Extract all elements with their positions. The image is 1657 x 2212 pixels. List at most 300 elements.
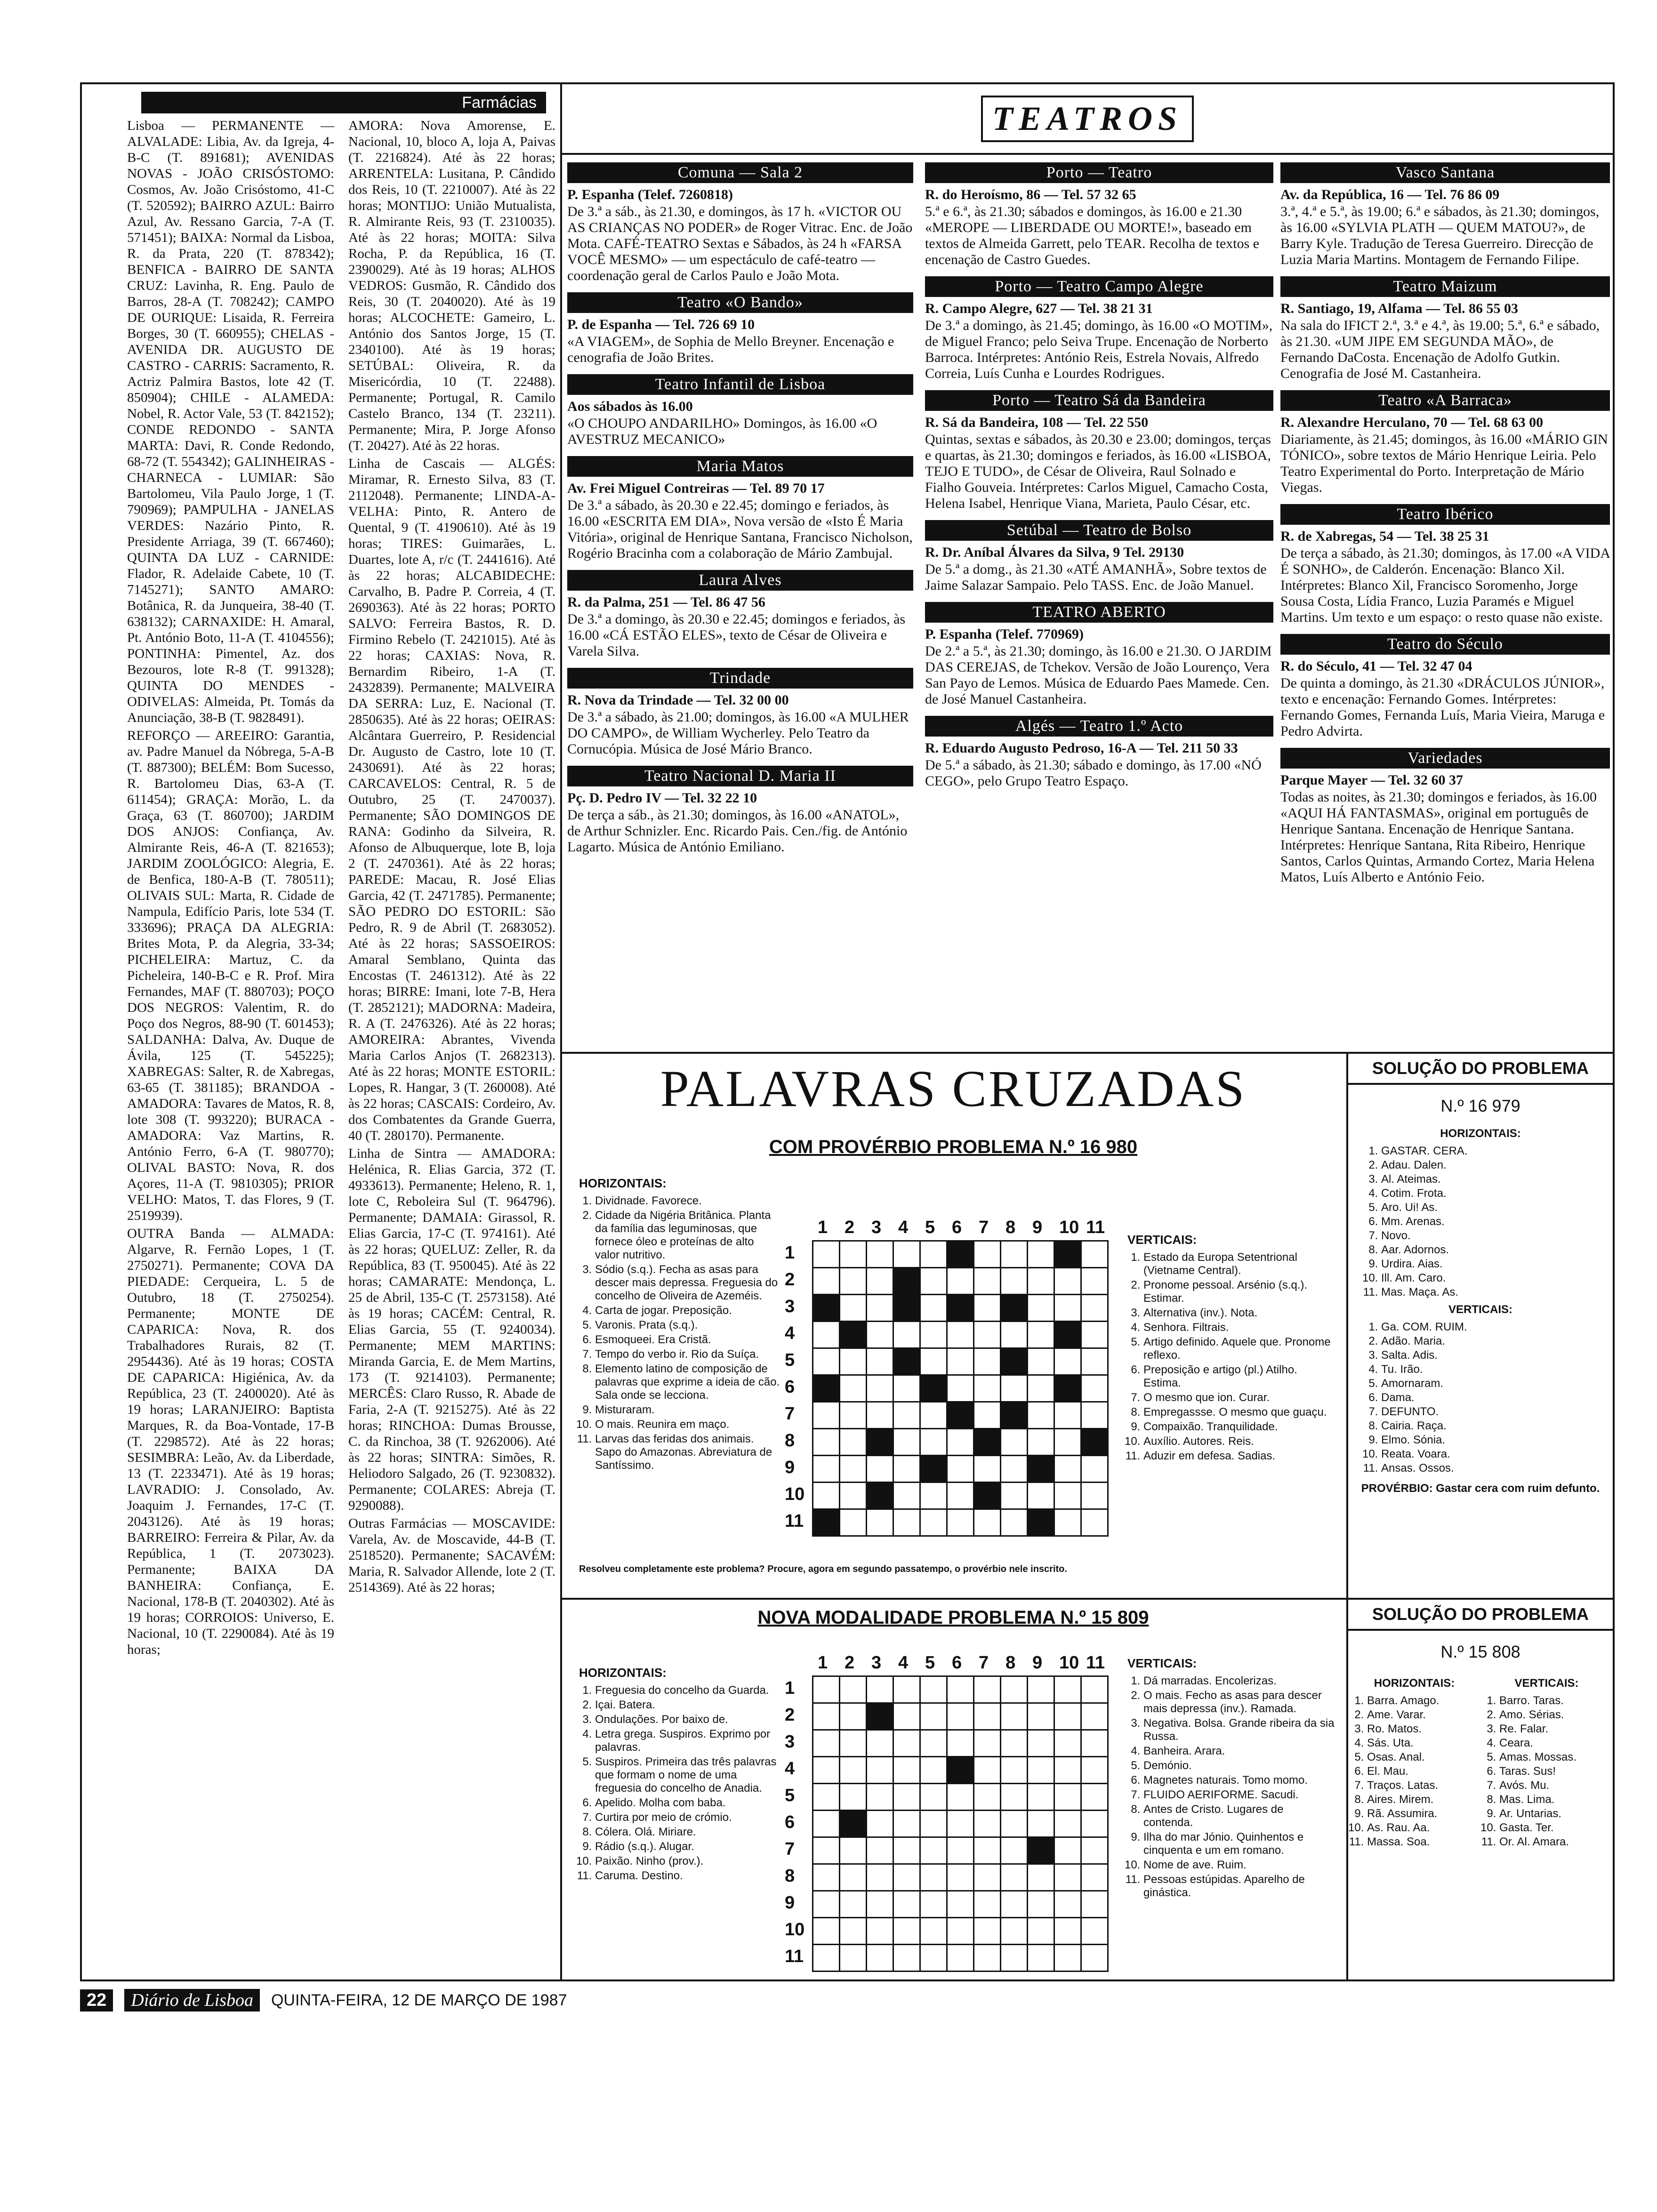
solution-vertical-answer: 3. Salta. Adis. <box>1381 1348 1613 1362</box>
grid-cell[interactable] <box>813 1676 840 1703</box>
grid-cell[interactable] <box>920 1703 947 1730</box>
grid-cell[interactable] <box>920 1402 947 1429</box>
grid-cell[interactable] <box>947 1676 974 1703</box>
grid-cell[interactable] <box>1054 1945 1081 1972</box>
grid-cell[interactable] <box>893 1784 920 1811</box>
grid-cell[interactable] <box>1028 1322 1054 1348</box>
grid-cell[interactable] <box>1054 1811 1081 1837</box>
theatre-listing <box>1280 390 1610 496</box>
theatre-column-3 <box>1280 162 1610 1047</box>
grid-cell[interactable] <box>867 1891 893 1918</box>
solution-horizontal-answer: 1. Barra. Amago. <box>1367 1694 1480 1708</box>
grid-cell[interactable] <box>974 1757 1001 1784</box>
grid-cell[interactable] <box>840 1945 867 1972</box>
grid-cell[interactable] <box>893 1295 920 1322</box>
grid-cell[interactable] <box>1001 1483 1028 1509</box>
grid-cell[interactable] <box>947 1402 974 1429</box>
theatre-name: TEATRO ABERTO <box>925 602 1273 623</box>
grid-cell[interactable] <box>867 1918 893 1945</box>
crossword-2-horizontal-clues <box>579 1666 777 1884</box>
solution-vertical-answer: 2. Amo. Sérias. <box>1499 1708 1613 1722</box>
grid-cell[interactable] <box>1001 1757 1028 1784</box>
grid-cell[interactable] <box>1054 1891 1081 1918</box>
grid-cell[interactable] <box>1054 1676 1081 1703</box>
grid-cell[interactable] <box>813 1811 840 1837</box>
grid-cell[interactable] <box>1054 1268 1081 1295</box>
grid-cell[interactable] <box>1054 1402 1081 1429</box>
vertical-label: VERTICAIS: <box>1127 1656 1197 1670</box>
grid-cell[interactable] <box>893 1864 920 1891</box>
grid-cell[interactable] <box>813 1784 840 1811</box>
theatre-name: Trindade <box>567 668 913 689</box>
grid-cell[interactable] <box>1028 1864 1054 1891</box>
theatre-listing <box>925 716 1273 789</box>
theatre-listing <box>567 570 913 659</box>
solution-vertical-answer: 11. Ansas. Ossos. <box>1381 1461 1613 1475</box>
grid-cell[interactable] <box>1081 1241 1108 1268</box>
horizontal-clue: 2. Cidade da Nigéria Britânica. Planta da família das leguminosas, que fornece óleo e proteínas de alto valor nutritivo. <box>595 1209 781 1262</box>
grid-cell[interactable] <box>867 1322 893 1348</box>
grid-cell[interactable] <box>1054 1757 1081 1784</box>
grid-cell[interactable] <box>867 1811 893 1837</box>
grid-cell[interactable] <box>1028 1676 1054 1703</box>
grid-cell[interactable] <box>813 1837 840 1864</box>
grid-cell[interactable] <box>867 1945 893 1972</box>
crossword-2-vertical-clues <box>1127 1657 1335 1901</box>
grid-column-number: 6 <box>952 1653 962 1673</box>
grid-cell[interactable] <box>920 1784 947 1811</box>
grid-cell[interactable] <box>947 1429 974 1456</box>
grid-cell[interactable] <box>840 1348 867 1375</box>
grid-cell[interactable] <box>840 1322 867 1348</box>
grid-cell[interactable] <box>1001 1703 1028 1730</box>
grid-cell[interactable] <box>893 1811 920 1837</box>
grid-cell[interactable] <box>920 1945 947 1972</box>
grid-cell[interactable] <box>947 1268 974 1295</box>
grid-cell[interactable] <box>840 1891 867 1918</box>
grid-cell[interactable] <box>947 1241 974 1268</box>
grid-cell[interactable] <box>1028 1811 1054 1837</box>
grid-cell[interactable] <box>867 1295 893 1322</box>
horizontal-clue: 8. Elemento latino de composição de palavras que exprime a ideia de cão. Sala onde se lecciona. <box>595 1362 781 1402</box>
grid-cell[interactable] <box>1081 1295 1108 1322</box>
grid-cell[interactable] <box>840 1509 867 1536</box>
grid-cell[interactable] <box>813 1730 840 1757</box>
grid-cell[interactable] <box>840 1757 867 1784</box>
grid-cell[interactable] <box>920 1811 947 1837</box>
grid-cell[interactable] <box>1028 1945 1054 1972</box>
crossword-1-footnote: Resolveu completamente este problema? Procure, agora em segundo passatempo, o provérbio nele inscrito. <box>579 1564 1067 1574</box>
grid-cell[interactable] <box>947 1509 974 1536</box>
solution-vertical-answer: 7. Avós. Mu. <box>1499 1779 1613 1793</box>
grid-cell[interactable] <box>1054 1730 1081 1757</box>
grid-cell[interactable] <box>813 1891 840 1918</box>
grid-cell[interactable] <box>813 1703 840 1730</box>
solution-vertical-answer: 5. Amornaram. <box>1381 1377 1613 1391</box>
grid-cell[interactable] <box>974 1676 1001 1703</box>
grid-cell[interactable] <box>1054 1837 1081 1864</box>
grid-cell[interactable] <box>1054 1322 1081 1348</box>
grid-cell[interactable] <box>1054 1241 1081 1268</box>
grid-cell[interactable] <box>840 1375 867 1402</box>
grid-cell[interactable] <box>1001 1837 1028 1864</box>
theatre-name: Setúbal — Teatro de Bolso <box>925 520 1273 541</box>
grid-column-number: 2 <box>845 1653 855 1673</box>
grid-cell[interactable] <box>947 1322 974 1348</box>
grid-cell[interactable] <box>813 1295 840 1322</box>
grid-cell[interactable] <box>1081 1456 1108 1483</box>
grid-cell[interactable] <box>974 1891 1001 1918</box>
grid-cell[interactable] <box>840 1811 867 1837</box>
grid-cell[interactable] <box>1001 1402 1028 1429</box>
grid-cell[interactable] <box>1054 1483 1081 1509</box>
grid-cell[interactable] <box>867 1757 893 1784</box>
theatre-schedule: 3.ª, 4.ª e 5.ª, às 19.00; 6.ª e sábados, às 21.30; domingos, às 16.00 «SYLVIA PLATH — QUEM MATOU?», de Barry Kyle. Tradução de Teresa Guerreiro. Direcção de Luzia Maria Martins. Montagem de Fernando Filipe. <box>1280 204 1600 267</box>
grid-cell[interactable] <box>1054 1864 1081 1891</box>
pharmacy-entry: Linha de Cascais — ALGÉS: Miramar, R. Ernesto Silva, 83 (T. 2112048). Permanente; LINDA-A-VELHA: Pinto, R. Antero de Quental, 9 (T. 4190610). Até às 19 horas; TIRES: Guimarães, L. Duartes, lote A, r/c (T. 2441616). Até às 22 horas; ALCABIDECHE: Carvalho, B. Padre P. Correia, 4 (T. 2690363). Até às 22 horas; PORTO SALVO: Ferreira Bastos, R. D. Firmino Rebelo (T. 2421015). Até às 22 horas; CAXIAS: Nova, R. Bernardim Ribeiro, 1-A (T. 2432839). Permanente; MALVEIRA DA SERRA: Luz, E. Nacional (T. 2850635). Até às 22 horas; OEIRAS: Alcântara Guerreiro, P. Residencial Dr. Augusto de Castro, lote 10 (T. 2430691). Até às 22 horas; CARCAVELOS: Central, R. 5 de Outubro, 25 (T. 2470037). Permanente; SÃO DOMINGOS DE RANA: Godinho da Silveira, R. Afonso de Albuquerque, lote B, loja 2 (T. 2470361). Até às 22 horas; PAREDE: Macau, R. José Elias Garcia, 42 (T. 2471785). Permanente; SÃO PEDRO DO ESTORIL: São Pedro, R. 9 de Abril (T. 2683052). Até às 22 horas; SASSOEIROS: Amaral Semblano, Quinta das Encostas (T. 2461312). Até às 22 horas; BIRRE: Imani, lote 7-B, Hera (T. 2852121); MADORNA: Madeira, R. A (T. 2476326). Até às 22 horas; AMOREIRA: Abrantes, Vivenda Maria Carlos Anjos (T. 2682313). Até às 22 horas; MONTE ESTORIL: Lopes, R. Hangar, 3 (T. 260008). Até às 22 horas; CASCAIS: Cordeiro, Av. dos Combatentes da Grande Guerra, 40 (T. 280170). Permanente. <box>348 456 555 1143</box>
grid-cell[interactable] <box>1054 1375 1081 1402</box>
grid-cell[interactable] <box>893 1757 920 1784</box>
grid-cell[interactable] <box>974 1456 1001 1483</box>
grid-cell[interactable] <box>1001 1268 1028 1295</box>
grid-cell[interactable] <box>1001 1241 1028 1268</box>
grid-cell[interactable] <box>867 1402 893 1429</box>
grid-cell[interactable] <box>813 1402 840 1429</box>
grid-cell[interactable] <box>1081 1891 1108 1918</box>
grid-cell[interactable] <box>1001 1348 1028 1375</box>
grid-cell[interactable] <box>920 1730 947 1757</box>
grid-cell[interactable] <box>1001 1676 1028 1703</box>
grid-cell[interactable] <box>947 1945 974 1972</box>
grid-cell[interactable] <box>1054 1918 1081 1945</box>
grid-cell[interactable] <box>1028 1402 1054 1429</box>
grid-cell[interactable] <box>893 1322 920 1348</box>
grid-cell[interactable] <box>1001 1811 1028 1837</box>
grid-cell[interactable] <box>840 1241 867 1268</box>
grid-cell[interactable] <box>1028 1295 1054 1322</box>
grid-cell[interactable] <box>947 1483 974 1509</box>
grid-cell[interactable] <box>1001 1295 1028 1322</box>
grid-cell[interactable] <box>1054 1348 1081 1375</box>
theatre-name: Porto — Teatro Campo Alegre <box>925 276 1273 297</box>
grid-cell[interactable] <box>947 1703 974 1730</box>
solution-vertical-answer: 10. Reata. Voara. <box>1381 1447 1613 1461</box>
grid-cell[interactable] <box>920 1375 947 1402</box>
grid-cell[interactable] <box>1054 1784 1081 1811</box>
grid-cell[interactable] <box>947 1348 974 1375</box>
grid-cell[interactable] <box>893 1402 920 1429</box>
grid-cell[interactable] <box>893 1348 920 1375</box>
grid-cell[interactable] <box>1081 1945 1108 1972</box>
grid-cell[interactable] <box>840 1676 867 1703</box>
grid-cell[interactable] <box>1081 1509 1108 1536</box>
grid-cell[interactable] <box>1081 1429 1108 1456</box>
grid-cell[interactable] <box>1001 1945 1028 1972</box>
grid-cell[interactable] <box>1054 1429 1081 1456</box>
grid-cell[interactable] <box>920 1456 947 1483</box>
grid-cell[interactable] <box>1001 1784 1028 1811</box>
vertical-clue: 7. FLUIDO AERIFORME. Sacudi. <box>1143 1788 1335 1802</box>
grid-cell[interactable] <box>1028 1483 1054 1509</box>
grid-cell[interactable] <box>840 1402 867 1429</box>
grid-cell[interactable] <box>947 1295 974 1322</box>
theatre-schedule: «A VIAGEM», de Sophia de Mello Breyner. Encenação e cenografia de João Brites. <box>567 334 894 365</box>
grid-cell[interactable] <box>867 1837 893 1864</box>
grid-cell[interactable] <box>974 1730 1001 1757</box>
grid-cell[interactable] <box>867 1456 893 1483</box>
grid-cell[interactable] <box>974 1945 1001 1972</box>
grid-cell[interactable] <box>920 1268 947 1295</box>
solution-vertical-answer: 8. Mas. Lima. <box>1499 1793 1613 1807</box>
grid-cell[interactable] <box>974 1348 1001 1375</box>
grid-cell[interactable] <box>867 1703 893 1730</box>
grid-cell[interactable] <box>974 1864 1001 1891</box>
grid-cell[interactable] <box>920 1757 947 1784</box>
grid-cell[interactable] <box>813 1375 840 1402</box>
grid-cell[interactable] <box>947 1730 974 1757</box>
grid-cell[interactable] <box>813 1268 840 1295</box>
grid-cell[interactable] <box>974 1322 1001 1348</box>
theatre-schedule: Quintas, sextas e sábados, às 20.30 e 23.00; domingos, terças e quartas, às 21.30; domingos e feriados, às 16.00 «LISBOA, TEJO E TUDO», de César de Oliveira, Raul Solnado e Fialho Gouveia. Intérpretes: Carlos Miguel, Camacho Costa, Helena Isabel, Henrique Viana, Marieta, Paulo César, etc. <box>925 432 1271 511</box>
grid-row-number: 10 <box>785 1484 805 1504</box>
grid-cell[interactable] <box>1081 1757 1108 1784</box>
theatre-name: Variedades <box>1280 748 1610 769</box>
grid-cell[interactable] <box>813 1322 840 1348</box>
solution-1-horizontal-label: HORIZONTAIS: <box>1440 1127 1521 1140</box>
grid-cell[interactable] <box>893 1703 920 1730</box>
horizontal-clue: 9. Rádio (s.q.). Alugar. <box>595 1840 777 1853</box>
grid-cell[interactable] <box>1028 1730 1054 1757</box>
solution-2-vertical-label: VERTICAIS: <box>1514 1677 1579 1690</box>
grid-cell[interactable] <box>840 1837 867 1864</box>
grid-column-number: 7 <box>979 1218 989 1237</box>
grid-cell[interactable] <box>1028 1891 1054 1918</box>
grid-column-number: 4 <box>898 1653 909 1673</box>
solution-horizontal-answer: 2. Ame. Varar. <box>1367 1708 1480 1722</box>
grid-cell[interactable] <box>920 1295 947 1322</box>
grid-cell[interactable] <box>974 1784 1001 1811</box>
grid-cell[interactable] <box>1028 1429 1054 1456</box>
grid-cell[interactable] <box>1028 1348 1054 1375</box>
grid-cell[interactable] <box>893 1676 920 1703</box>
grid-cell[interactable] <box>813 1945 840 1972</box>
grid-cell[interactable] <box>920 1676 947 1703</box>
grid-cell[interactable] <box>947 1891 974 1918</box>
solution-vertical-answer: 2. Adão. Maria. <box>1381 1334 1613 1348</box>
grid-cell[interactable] <box>1081 1402 1108 1429</box>
grid-cell[interactable] <box>867 1864 893 1891</box>
solution-horizontal-answer: 11. Mas. Maça. As. <box>1381 1285 1613 1299</box>
grid-cell[interactable] <box>893 1837 920 1864</box>
crossword-grid <box>812 1240 1109 1537</box>
grid-cell[interactable] <box>947 1811 974 1837</box>
grid-cell[interactable] <box>1081 1837 1108 1864</box>
grid-cell[interactable] <box>893 1429 920 1456</box>
grid-cell[interactable] <box>1081 1784 1108 1811</box>
grid-cell[interactable] <box>1001 1456 1028 1483</box>
theatre-address: P. Espanha (Telef. 7260818) <box>567 187 733 202</box>
grid-cell[interactable] <box>1028 1918 1054 1945</box>
grid-cell[interactable] <box>974 1402 1001 1429</box>
grid-cell[interactable] <box>1054 1456 1081 1483</box>
grid-cell[interactable] <box>893 1483 920 1509</box>
grid-cell[interactable] <box>813 1348 840 1375</box>
grid-cell[interactable] <box>813 1864 840 1891</box>
grid-cell[interactable] <box>1028 1784 1054 1811</box>
solution-horizontal-answer: 5. Aro. Ui! As. <box>1381 1201 1613 1215</box>
grid-cell[interactable] <box>813 1509 840 1536</box>
grid-cell[interactable] <box>920 1322 947 1348</box>
grid-cell[interactable] <box>1054 1509 1081 1536</box>
grid-cell[interactable] <box>1001 1891 1028 1918</box>
grid-cell[interactable] <box>840 1429 867 1456</box>
grid-cell[interactable] <box>893 1241 920 1268</box>
grid-cell[interactable] <box>1001 1509 1028 1536</box>
grid-cell[interactable] <box>867 1348 893 1375</box>
grid-cell[interactable] <box>947 1375 974 1402</box>
grid-column-number: 8 <box>1005 1218 1016 1237</box>
grid-cell[interactable] <box>947 1864 974 1891</box>
grid-cell[interactable] <box>840 1918 867 1945</box>
grid-cell[interactable] <box>813 1241 840 1268</box>
grid-cell[interactable] <box>1001 1918 1028 1945</box>
grid-cell[interactable] <box>1054 1295 1081 1322</box>
grid-cell[interactable] <box>840 1295 867 1322</box>
grid-cell[interactable] <box>1028 1456 1054 1483</box>
grid-cell[interactable] <box>947 1757 974 1784</box>
grid-cell[interactable] <box>893 1891 920 1918</box>
grid-cell[interactable] <box>1028 1268 1054 1295</box>
theatre-listing <box>1280 276 1610 382</box>
grid-cell[interactable] <box>840 1268 867 1295</box>
grid-cell[interactable] <box>974 1811 1001 1837</box>
grid-cell[interactable] <box>1081 1375 1108 1402</box>
grid-cell[interactable] <box>813 1757 840 1784</box>
grid-cell[interactable] <box>840 1456 867 1483</box>
grid-cell[interactable] <box>920 1348 947 1375</box>
grid-cell[interactable] <box>893 1509 920 1536</box>
grid-cell[interactable] <box>974 1268 1001 1295</box>
grid-cell[interactable] <box>920 1837 947 1864</box>
solution-1-proverb: PROVÉRBIO: Gastar cera com ruim defunto. <box>1361 1482 1600 1495</box>
grid-cell[interactable] <box>920 1891 947 1918</box>
grid-cell[interactable] <box>840 1864 867 1891</box>
grid-cell[interactable] <box>1081 1268 1108 1295</box>
grid-column-number: 11 <box>1086 1218 1105 1237</box>
grid-cell[interactable] <box>920 1864 947 1891</box>
grid-cell[interactable] <box>867 1483 893 1509</box>
vertical-label: VERTICAIS: <box>1127 1233 1197 1247</box>
solution-horizontal-answer: 4. Sás. Uta. <box>1367 1736 1480 1750</box>
grid-cell[interactable] <box>1001 1322 1028 1348</box>
grid-cell[interactable] <box>1081 1703 1108 1730</box>
grid-cell[interactable] <box>867 1730 893 1757</box>
grid-cell[interactable] <box>974 1837 1001 1864</box>
grid-cell[interactable] <box>1081 1811 1108 1837</box>
grid-cell[interactable] <box>893 1268 920 1295</box>
grid-cell[interactable] <box>1001 1864 1028 1891</box>
grid-cell[interactable] <box>920 1918 947 1945</box>
grid-cell[interactable] <box>893 1918 920 1945</box>
grid-cell[interactable] <box>947 1837 974 1864</box>
grid-cell[interactable] <box>974 1429 1001 1456</box>
grid-cell[interactable] <box>1028 1509 1054 1536</box>
grid-cell[interactable] <box>1081 1483 1108 1509</box>
grid-cell[interactable] <box>920 1483 947 1509</box>
grid-cell[interactable] <box>1081 1918 1108 1945</box>
grid-cell[interactable] <box>947 1918 974 1945</box>
grid-cell[interactable] <box>867 1784 893 1811</box>
grid-cell[interactable] <box>893 1375 920 1402</box>
grid-cell[interactable] <box>1081 1322 1108 1348</box>
grid-cell[interactable] <box>920 1509 947 1536</box>
grid-cell[interactable] <box>1001 1429 1028 1456</box>
grid-cell[interactable] <box>974 1918 1001 1945</box>
grid-cell[interactable] <box>813 1456 840 1483</box>
theatre-listing <box>567 162 913 284</box>
solution-1-title: SOLUÇÃO DO PROBLEMA <box>1348 1054 1613 1085</box>
grid-cell[interactable] <box>1001 1375 1028 1402</box>
grid-cell[interactable] <box>974 1295 1001 1322</box>
grid-cell[interactable] <box>840 1483 867 1509</box>
grid-cell[interactable] <box>974 1483 1001 1509</box>
horizontal-clue: 6. Esmoqueei. Era Cristã. <box>595 1333 781 1346</box>
grid-cell[interactable] <box>867 1429 893 1456</box>
grid-cell[interactable] <box>840 1730 867 1757</box>
grid-cell[interactable] <box>840 1784 867 1811</box>
grid-cell[interactable] <box>1028 1375 1054 1402</box>
grid-cell[interactable] <box>867 1509 893 1536</box>
grid-cell[interactable] <box>974 1375 1001 1402</box>
grid-cell[interactable] <box>947 1784 974 1811</box>
solution-horizontal-answer: 7. Novo. <box>1381 1229 1613 1243</box>
grid-cell[interactable] <box>920 1429 947 1456</box>
grid-cell[interactable] <box>1028 1837 1054 1864</box>
grid-cell[interactable] <box>840 1703 867 1730</box>
horizontal-label: HORIZONTAIS: <box>579 1176 667 1190</box>
grid-cell[interactable] <box>1081 1348 1108 1375</box>
grid-cell[interactable] <box>974 1703 1001 1730</box>
grid-cell[interactable] <box>813 1483 840 1509</box>
grid-cell[interactable] <box>1028 1703 1054 1730</box>
horizontal-clue: 3. Sódio (s.q.). Fecha as asas para descer mais depressa. Freguesia do concelho de Oliveira de Azeméis. <box>595 1263 781 1303</box>
grid-cell[interactable] <box>1001 1730 1028 1757</box>
grid-cell[interactable] <box>1054 1703 1081 1730</box>
vertical-clue: 8. Antes de Cristo. Lugares de contenda. <box>1143 1803 1335 1829</box>
grid-cell[interactable] <box>813 1429 840 1456</box>
grid-cell[interactable] <box>867 1268 893 1295</box>
grid-cell[interactable] <box>893 1456 920 1483</box>
grid-cell[interactable] <box>1028 1757 1054 1784</box>
grid-cell[interactable] <box>813 1918 840 1945</box>
grid-cell[interactable] <box>920 1241 947 1268</box>
grid-cell[interactable] <box>1081 1864 1108 1891</box>
grid-cell[interactable] <box>867 1676 893 1703</box>
grid-cell[interactable] <box>867 1241 893 1268</box>
grid-cell[interactable] <box>1028 1241 1054 1268</box>
grid-cell[interactable] <box>974 1241 1001 1268</box>
grid-cell[interactable] <box>867 1375 893 1402</box>
grid-cell[interactable] <box>947 1456 974 1483</box>
grid-cell[interactable] <box>974 1509 1001 1536</box>
grid-cell[interactable] <box>1081 1676 1108 1703</box>
theatre-listing <box>925 520 1273 593</box>
theatre-address: R. do Século, 41 — Tel. 32 47 04 <box>1280 658 1472 674</box>
grid-cell[interactable] <box>893 1945 920 1972</box>
grid-cell[interactable] <box>1081 1730 1108 1757</box>
grid-cell[interactable] <box>893 1730 920 1757</box>
theatre-schedule: De 3.ª a sáb., às 21.30, e domingos, às 17 h. «VICTOR OU AS CRIANÇAS NO PODER» de Roger Vitrac. Enc. de João Mota. CAFÉ-TEATRO Sextas e Sábados, às 24 h «FARSA VOCÊ MESMO» — um espectáculo de café-teatro — coordenação geral de Carlos Paulo e João Mota. <box>567 204 913 283</box>
